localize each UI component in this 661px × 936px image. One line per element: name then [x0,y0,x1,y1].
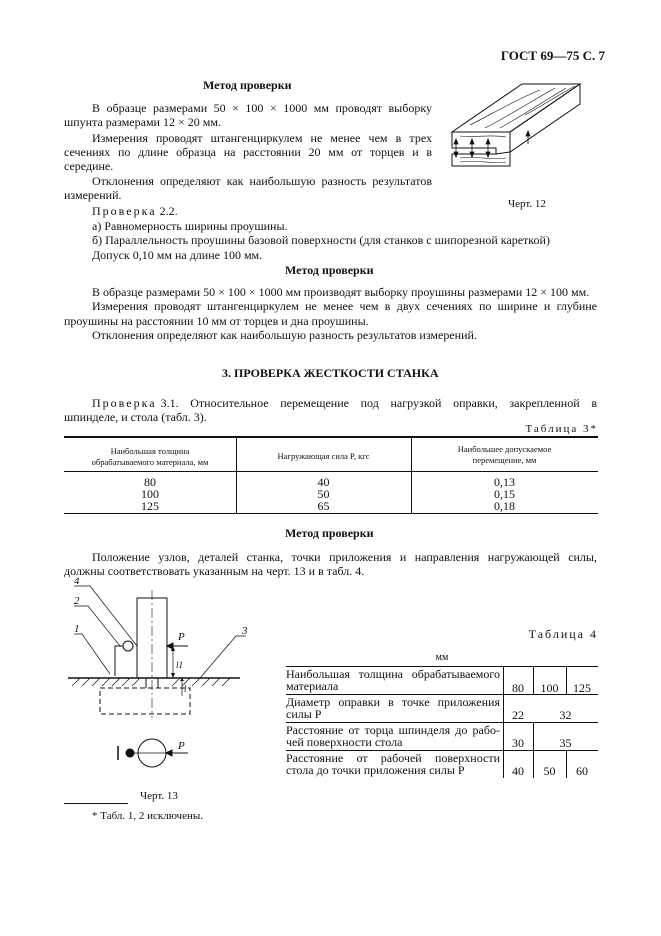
check-word-3: Проверка [92,396,157,410]
table3-bottom-rule [64,513,598,514]
para-b1: В образце размерами 50 × 100 × 1000 мм производят выборку проушины размерами 12 × 100 мм. [92,285,590,299]
indicator-stand [115,646,123,676]
table3-header-col2: Нагружающая сила P, кгс [277,451,370,461]
position-line1: Положение узлов, деталей станка, точки приложения и направления нагружающей силы, [92,550,597,564]
para-a2-line3: середине. [64,159,114,173]
table-cell: 22 [512,708,524,722]
indicator-contact [126,749,134,757]
table4-row4-label: Расстояние от рабочей поверхности стола до точки приложения силы P [286,751,500,777]
indicator-dial [123,641,133,651]
para-b2-line1: Измерения проводят штангенциркулем не менее чем в двух сечениях по ширине и глубине [92,299,597,313]
figure13-caption: Черт. 13 [140,790,178,802]
para-a2-line2: сечениях по длине образца на расстоянии 20 мм от торцев и в [64,145,432,159]
leader-2 [74,606,120,646]
leader-3 [200,636,246,678]
table4-label: Таблица 4 [528,627,598,641]
page-reference: ГОСТ 69—75 С. 7 [500,48,605,63]
leader-4 [74,586,137,646]
label-l1: l1 [176,660,184,670]
table3-col1-values [64,476,236,512]
table-cell: 50 [543,764,556,778]
table-cell: 50 [317,487,330,501]
label-p-top: P [178,631,185,643]
table-cell: 125 [141,499,159,513]
table4-row1-label: Наибольшая толщина обрабатываемого материала [286,667,500,693]
check-number: 2.2. [159,204,178,218]
table4-row3-label: Расстояние от торца шпинделя до рабо- чей поверхности стола [286,723,500,749]
table-cell: 0,18 [494,499,515,513]
section3-heading: 3. ПРОВЕРКА ЖЕСТКОСТИ СТАНКА [222,366,439,380]
table3-header-col1: Наибольшая толщина обрабатываемого материала, мм [91,446,209,467]
para-a3-line2: измерений. [64,188,122,202]
para-b3: Отклонения определяют как наибольшую разность результатов измерений. [92,328,477,342]
label-p-bottom: P [178,740,185,752]
lower-body-dashed [100,688,190,714]
board-front-face [452,132,510,166]
table-cell: 40 [512,764,524,778]
table-cell: 30 [512,736,524,750]
label-l: l [184,684,187,694]
table-cell: 60 [576,764,588,778]
figure12-caption: Черт. 12 [508,198,546,210]
table-cell: 100 [540,681,559,695]
table-cell: 0,13 [494,475,515,489]
check-3-1-line2: шпинделе, и стола (табл. 3). [64,410,207,424]
table4-unit: мм [435,652,449,663]
check-2-2 [92,204,178,219]
table-cell: 100 [141,487,159,501]
para-a3-line1: Отклонения определяют как наибольшую разность результатов [92,174,432,188]
check-3-1-text: 3.1. Относительное перемещение под нагрузкой оправки, закрепленной в [160,396,597,410]
para-b2-line2: проушины на расстоянии 10 мм от торцев и дна проушины. [64,314,369,328]
check-3-1-line1 [92,396,597,411]
table3-header-rule [64,471,598,472]
method-heading-c: Метод проверки [285,526,374,540]
table3-col3-values [411,476,598,512]
table-cell: 125 [573,681,591,695]
label-1: 1 [74,623,80,635]
para-a2-line1: Измерения проводят штангенциркулем не менее чем в трех [92,131,432,145]
table-cell: 80 [144,475,156,489]
footnote-rule [64,803,128,804]
table-cell: 0,15 [494,487,515,501]
label-4: 4 [74,578,80,587]
table-cell: 65 [317,499,330,513]
table-cell: 80 [512,681,524,695]
label-2: 2 [74,595,80,607]
item-a: а) Равномерность ширины проушины. [92,219,288,233]
table3-label: Таблица 3* [525,423,598,435]
table4-row2-label: Диаметр оправки в точке приложения силы P [286,695,500,721]
table-cell: 35 [559,736,572,750]
footnote: * Табл. 1, 2 исключены. [92,810,203,822]
tolerance-text: Допуск 0,10 мм на длине 100 мм. [92,248,263,262]
table3-top-rule [64,436,598,438]
board-side-face [510,84,580,152]
table3-col2-values [236,476,411,512]
leader-1 [74,634,110,674]
method-heading-b: Метод проверки [285,263,374,277]
check-word: Проверка [92,204,157,218]
item-b: б) Параллельность проушины базовой поверхности (для станков с шипорезной кареткой) [92,233,550,247]
figure13-drawing [60,578,280,778]
para-a1-line2: шпунта размерами 12 × 20 мм. [64,115,221,129]
table-cell: 40 [317,475,330,489]
position-line2: должны соответствовать указанным на черт. 13 и в табл. 4. [64,564,365,578]
method-heading-a: Метод проверки [203,78,292,92]
para-a1-line1: В образце размерами 50 × 100 × 1000 мм проводят выборку [92,101,432,115]
table3-header-col3: Наибольшее допускаемое перемещение, мм [457,444,552,465]
table-cell: 32 [559,708,572,722]
figure12-board-drawing [440,70,590,190]
label-3: 3 [242,625,248,637]
